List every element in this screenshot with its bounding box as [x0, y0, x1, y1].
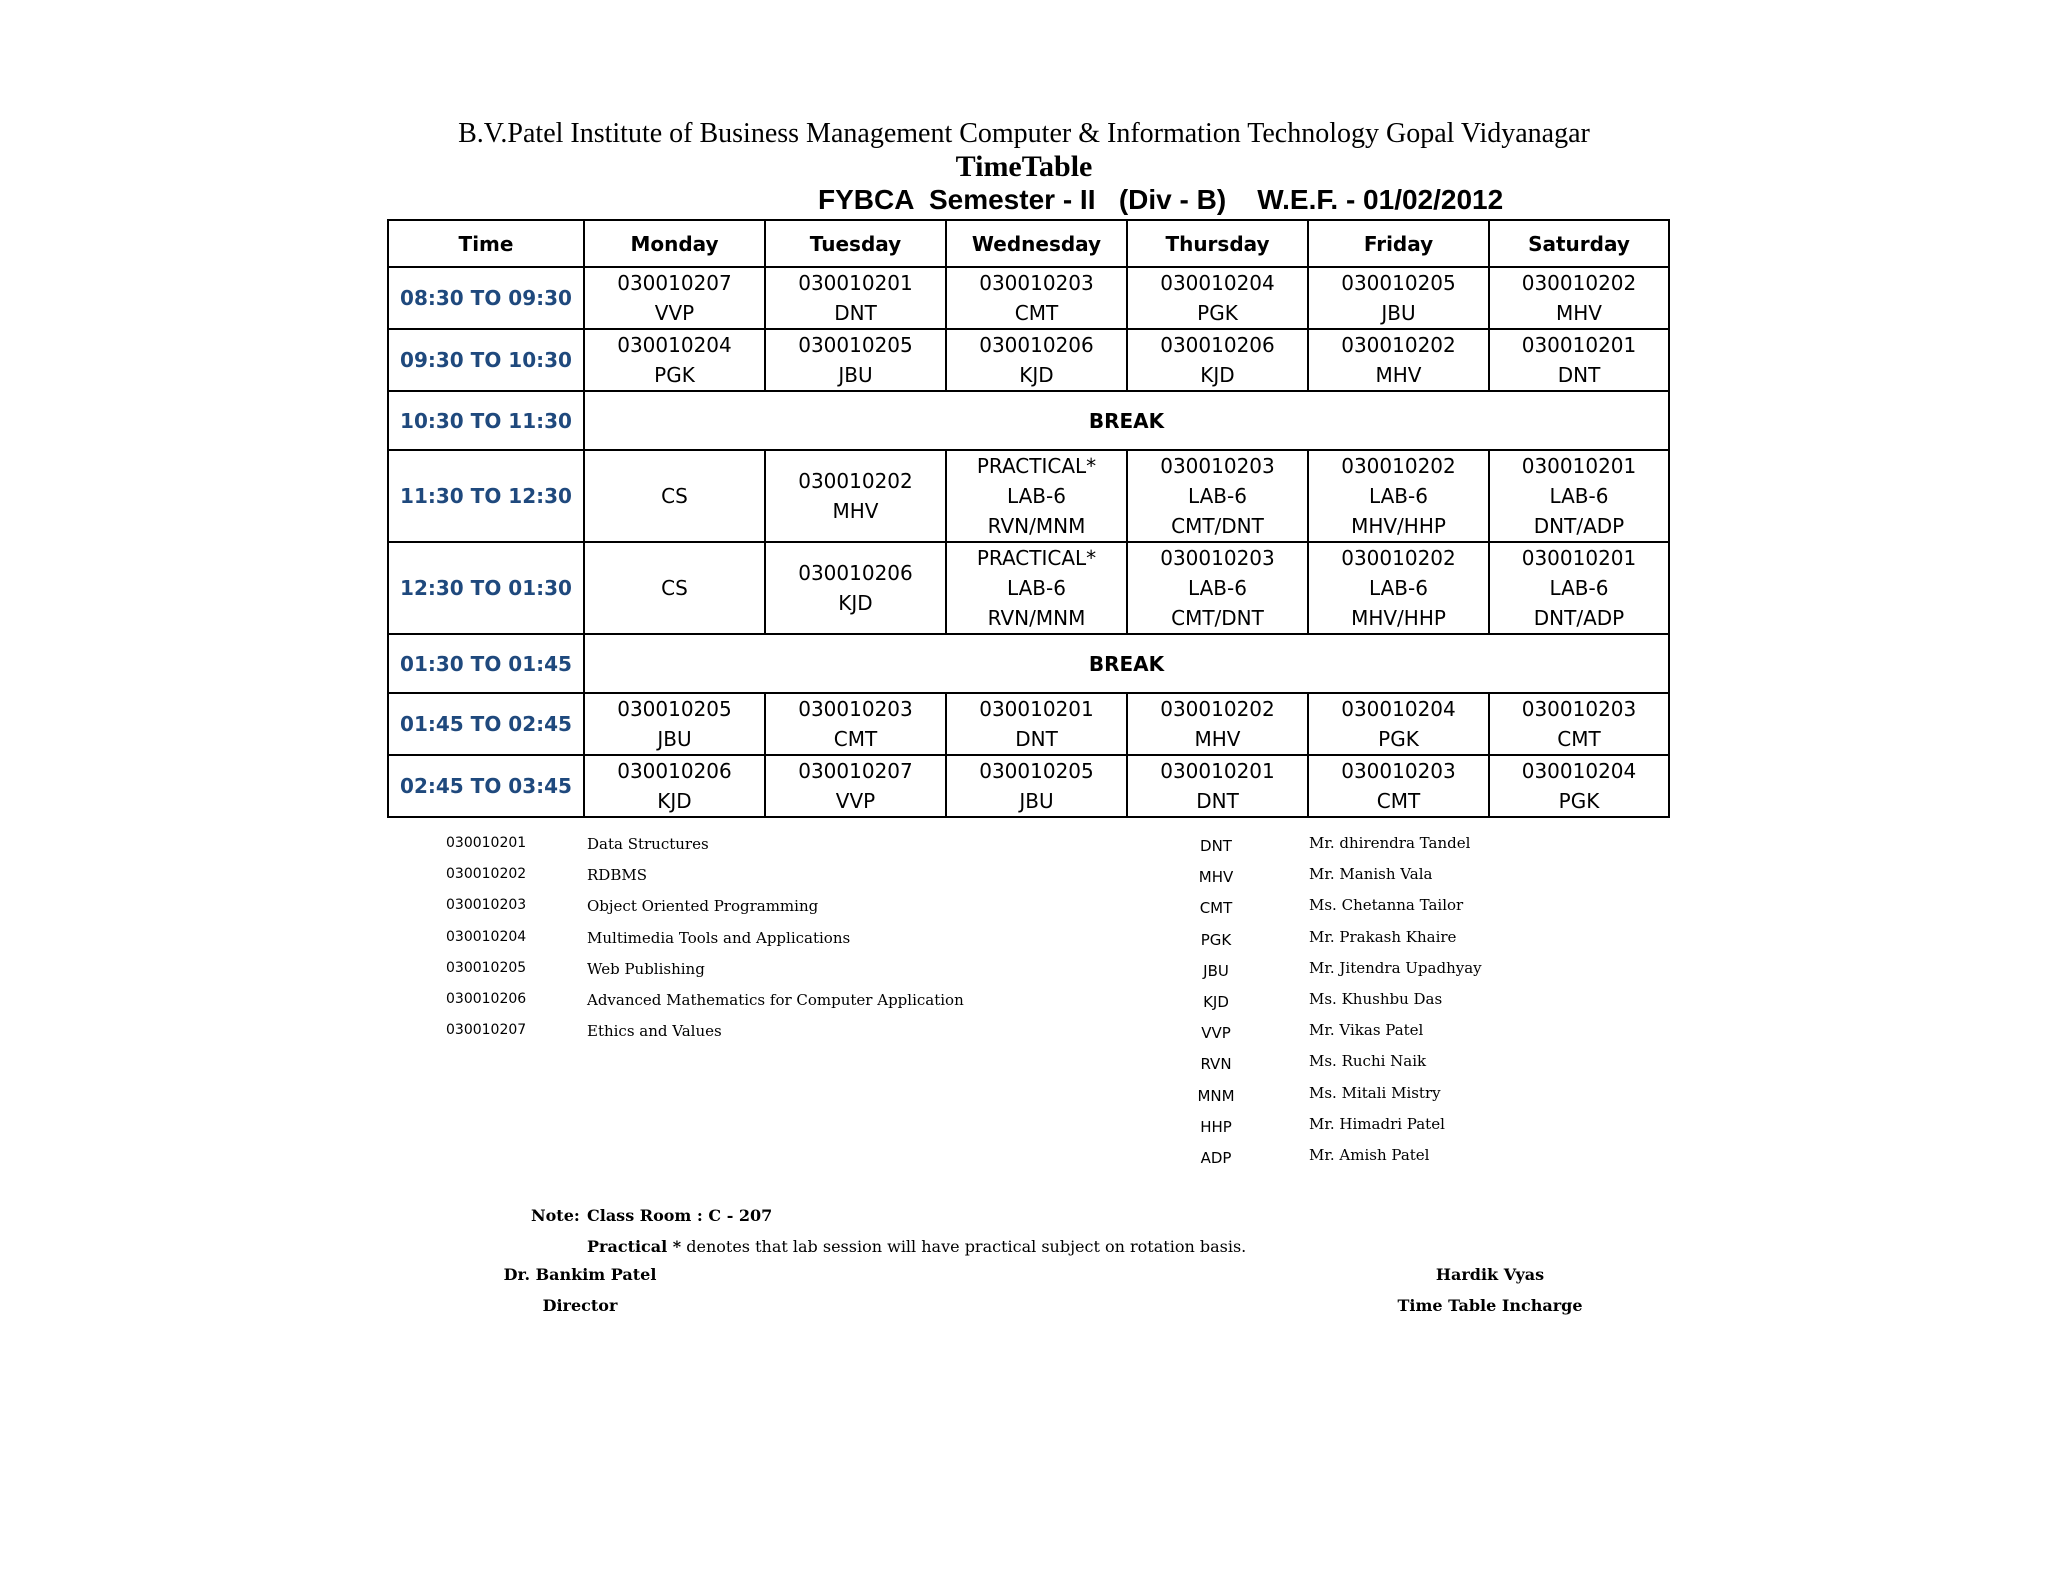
timetable-row — [388, 755, 1669, 817]
timetable-cell — [1127, 450, 1308, 542]
cell-line: MHV — [832, 499, 879, 523]
subject-name: Multimedia Tools and Applications — [587, 929, 851, 947]
subject-code: 030010206 — [446, 991, 527, 1007]
subject-code: 030010204 — [446, 929, 527, 945]
cell-line: MHV — [1194, 727, 1241, 751]
col-header-monday: Monday — [584, 220, 765, 267]
timetable-cell — [1489, 329, 1669, 391]
subject-name: Object Oriented Programming — [587, 897, 819, 915]
teacher-name: Ms. Khushbu Das — [1309, 990, 1443, 1008]
time-slot: 12:30 TO 01:30 — [388, 542, 584, 634]
timetable-cell — [946, 450, 1127, 542]
teacher-name: Mr. Himadri Patel — [1309, 1115, 1445, 1133]
timetable-cell — [946, 542, 1127, 634]
timetable-cell — [1308, 267, 1489, 329]
timetable-row — [388, 267, 1669, 329]
cell-line: 030010203 — [979, 271, 1094, 295]
teacher-name: Mr. Amish Patel — [1309, 1146, 1430, 1164]
cell-line: 030010201 — [1160, 759, 1275, 783]
signature-right-name: Hardik Vyas — [1435, 1265, 1545, 1284]
cell-line: 030010202 — [1160, 697, 1275, 721]
cell-line: CMT — [1376, 789, 1421, 813]
teacher-abbr: HHP — [1200, 1118, 1232, 1136]
cell-line: 030010205 — [979, 759, 1094, 783]
time-slot: 08:30 TO 09:30 — [388, 267, 584, 329]
teacher-name: Mr. Jitendra Upadhyay — [1309, 959, 1482, 977]
timetable-cell — [584, 450, 765, 542]
note-label: Note: — [531, 1206, 580, 1225]
cell-line: RVN/MNM — [987, 514, 1086, 538]
time-slot: 02:45 TO 03:45 — [388, 755, 584, 817]
teacher-name: Mr. Manish Vala — [1309, 865, 1433, 883]
subject-name: Data Structures — [587, 835, 709, 853]
teacher-name: Mr. dhirendra Tandel — [1309, 834, 1471, 852]
timetable-cell — [765, 542, 946, 634]
timetable-cell — [1308, 693, 1489, 755]
cell-line: MHV — [1556, 301, 1602, 325]
cell-line: 030010202 — [1341, 454, 1456, 478]
cell-line: 030010206 — [617, 759, 732, 783]
col-header-thursday: Thursday — [1127, 220, 1308, 267]
cell-line: JBU — [1019, 789, 1054, 813]
subject-code: 030010205 — [446, 960, 527, 976]
timetable-cell — [765, 329, 946, 391]
cell-line: CMT — [1557, 727, 1601, 751]
cell-line: 030010202 — [1341, 333, 1456, 357]
note-practical-text: denotes that lab session will have practical subject on rotation basis. — [681, 1237, 1247, 1256]
cell-line: CMT/DNT — [1171, 606, 1264, 630]
timetable-row — [388, 391, 1669, 450]
cell-line: PGK — [1378, 727, 1419, 751]
teacher-abbr: CMT — [1199, 899, 1233, 917]
col-header-friday: Friday — [1308, 220, 1489, 267]
timetable — [387, 219, 1670, 818]
cell-line: CMT/DNT — [1171, 514, 1264, 538]
cell-line: LAB-6 — [1549, 484, 1609, 508]
cell-line: CS — [661, 484, 688, 508]
subject-code: 030010203 — [446, 897, 527, 913]
signature-left-title: Director — [542, 1296, 618, 1315]
time-slot: 09:30 TO 10:30 — [388, 329, 584, 391]
cell-line: JBU — [1381, 301, 1416, 325]
cell-line: KJD — [1019, 363, 1054, 387]
teacher-abbr: PGK — [1200, 931, 1232, 949]
timetable-row — [388, 634, 1669, 693]
cell-line: 030010203 — [1521, 697, 1637, 721]
timetable-cell — [584, 693, 765, 755]
cell-line: DNT/ADP — [1533, 514, 1625, 538]
cell-line: LAB-6 — [1188, 576, 1247, 600]
timetable-cell — [1489, 693, 1669, 755]
timetable-cell — [1308, 329, 1489, 391]
cell-line: PGK — [1558, 789, 1600, 813]
cell-line: 030010206 — [798, 561, 913, 585]
timetable-cell — [946, 267, 1127, 329]
cell-line: 030010205 — [798, 333, 913, 357]
note-classroom: Class Room : C - 207 — [587, 1206, 773, 1225]
timetable-row — [388, 329, 1669, 391]
cell-line: DNT — [1196, 789, 1239, 813]
subject-code: 030010201 — [446, 835, 527, 851]
cell-line: 030010206 — [1160, 333, 1275, 357]
cell-line: RVN/MNM — [987, 606, 1086, 630]
timetable-cell — [584, 329, 765, 391]
timetable-cell — [765, 755, 946, 817]
time-slot: 01:45 TO 02:45 — [388, 693, 584, 755]
cell-line: 030010205 — [617, 697, 732, 721]
cell-line: 030010204 — [1521, 759, 1637, 783]
timetable-cell — [584, 542, 765, 634]
time-slot: 01:30 TO 01:45 — [388, 634, 584, 693]
timetable-row — [388, 542, 1669, 634]
cell-line: LAB-6 — [1369, 576, 1428, 600]
teacher-abbr: JBU — [1203, 962, 1229, 980]
col-header-tuesday: Tuesday — [765, 220, 946, 267]
timetable-cell — [946, 693, 1127, 755]
cell-line: LAB-6 — [1007, 484, 1066, 508]
timetable-cell — [1127, 329, 1308, 391]
cell-line: 030010202 — [798, 469, 913, 493]
col-header-wednesday: Wednesday — [946, 220, 1127, 267]
timetable-cell — [1127, 755, 1308, 817]
cell-line: VVP — [835, 789, 876, 813]
timetable-cell — [765, 693, 946, 755]
cell-line: JBU — [838, 363, 873, 387]
cell-line: LAB-6 — [1549, 576, 1609, 600]
cell-line: 030010201 — [1521, 333, 1637, 357]
timetable-row — [388, 450, 1669, 542]
cell-line: 030010203 — [1341, 759, 1456, 783]
cell-line: 030010201 — [1521, 454, 1637, 478]
cell-line: 030010204 — [1160, 271, 1275, 295]
teacher-abbr: VVP — [1201, 1024, 1231, 1042]
cell-line: VVP — [654, 301, 695, 325]
cell-line: DNT — [834, 301, 877, 325]
cell-line: MHV/HHP — [1351, 514, 1446, 538]
subject-code: 030010202 — [446, 866, 527, 882]
cell-line: LAB-6 — [1007, 576, 1066, 600]
cell-line: KJD — [838, 591, 873, 615]
timetable-cell — [584, 267, 765, 329]
teacher-abbr: DNT — [1200, 837, 1232, 855]
document-title: TimeTable — [955, 150, 1093, 183]
cell-line: PGK — [654, 363, 695, 387]
cell-line: LAB-6 — [1369, 484, 1428, 508]
cell-line: MHV — [1375, 363, 1422, 387]
note-practical-bold: Practical * — [587, 1237, 682, 1256]
timetable-header-row — [388, 220, 1669, 267]
subject-name: Ethics and Values — [587, 1022, 722, 1040]
cell-line: JBU — [657, 727, 692, 751]
timetable-cell — [1127, 267, 1308, 329]
col-header-time: Time — [388, 220, 584, 267]
timetable-cell — [1308, 542, 1489, 634]
cell-line: 030010202 — [1521, 271, 1637, 295]
cell-line: PRACTICAL* — [976, 454, 1097, 478]
teacher-name: Mr. Prakash Khaire — [1309, 928, 1457, 946]
cell-line: CMT — [833, 727, 878, 751]
note-practical — [587, 1237, 1246, 1256]
cell-line: 030010203 — [798, 697, 913, 721]
teacher-abbr: MNM — [1197, 1087, 1235, 1105]
cell-line: DNT — [1015, 727, 1058, 751]
institute-name: B.V.Patel Institute of Business Management Computer & Information Technology Gopal Vidyanagar — [458, 118, 1590, 149]
cell-line: 030010206 — [979, 333, 1094, 357]
teacher-name: Ms. Ruchi Naik — [1309, 1052, 1427, 1070]
teacher-abbr: RVN — [1200, 1055, 1232, 1073]
timetable-cell — [1489, 542, 1669, 634]
timetable-cell — [946, 755, 1127, 817]
cell-line: 030010207 — [617, 271, 732, 295]
timetable-cell — [1489, 267, 1669, 329]
teacher-name: Ms. Chetanna Tailor — [1309, 896, 1464, 914]
teacher-name: Ms. Mitali Mistry — [1309, 1084, 1441, 1102]
break-cell: BREAK — [584, 391, 1669, 450]
cell-line: 030010204 — [617, 333, 732, 357]
cell-line: 030010201 — [1521, 546, 1637, 570]
timetable-cell — [1308, 755, 1489, 817]
cell-line: LAB-6 — [1188, 484, 1247, 508]
time-slot: 11:30 TO 12:30 — [388, 450, 584, 542]
cell-line: MHV/HHP — [1351, 606, 1446, 630]
cell-line: 030010204 — [1341, 697, 1456, 721]
cell-line: 030010201 — [798, 271, 913, 295]
teacher-abbr: MHV — [1198, 868, 1234, 886]
cell-line: DNT — [1557, 363, 1601, 387]
subject-name: Advanced Mathematics for Computer Application — [587, 991, 964, 1009]
cell-line: 030010207 — [798, 759, 913, 783]
timetable-cell — [765, 267, 946, 329]
cell-line: 030010201 — [979, 697, 1094, 721]
timetable-cell — [946, 329, 1127, 391]
cell-line: 030010203 — [1160, 546, 1275, 570]
cell-line: CMT — [1014, 301, 1059, 325]
cell-line: 030010205 — [1341, 271, 1456, 295]
cell-line: PGK — [1197, 301, 1238, 325]
cell-line: KJD — [1200, 363, 1235, 387]
timetable-cell — [1308, 450, 1489, 542]
subject-name: Web Publishing — [587, 960, 705, 978]
cell-line: 030010202 — [1341, 546, 1456, 570]
cell-line: PRACTICAL* — [976, 546, 1097, 570]
teacher-abbr: ADP — [1200, 1149, 1232, 1167]
cell-line: CS — [661, 576, 688, 600]
subject-code: 030010207 — [446, 1022, 527, 1038]
time-slot: 10:30 TO 11:30 — [388, 391, 584, 450]
cell-line: 030010203 — [1160, 454, 1275, 478]
document-subtitle: FYBCA Semester - II (Div - B) W.E.F. - 01/02/2012 — [818, 184, 1504, 215]
timetable-cell — [584, 755, 765, 817]
timetable-cell — [1127, 542, 1308, 634]
timetable-cell — [1489, 450, 1669, 542]
subject-name: RDBMS — [587, 866, 647, 884]
col-header-saturday: Saturday — [1489, 220, 1669, 267]
cell-line: KJD — [657, 789, 692, 813]
timetable-cell — [1127, 693, 1308, 755]
cell-line: DNT/ADP — [1533, 606, 1625, 630]
timetable-cell — [765, 450, 946, 542]
break-cell: BREAK — [584, 634, 1669, 693]
signature-left-name: Dr. Bankim Patel — [503, 1265, 657, 1284]
teacher-name: Mr. Vikas Patel — [1309, 1021, 1424, 1039]
timetable-row — [388, 693, 1669, 755]
teacher-abbr: KJD — [1203, 993, 1229, 1011]
timetable-cell — [1489, 755, 1669, 817]
signature-right-title: Time Table Incharge — [1397, 1296, 1583, 1315]
